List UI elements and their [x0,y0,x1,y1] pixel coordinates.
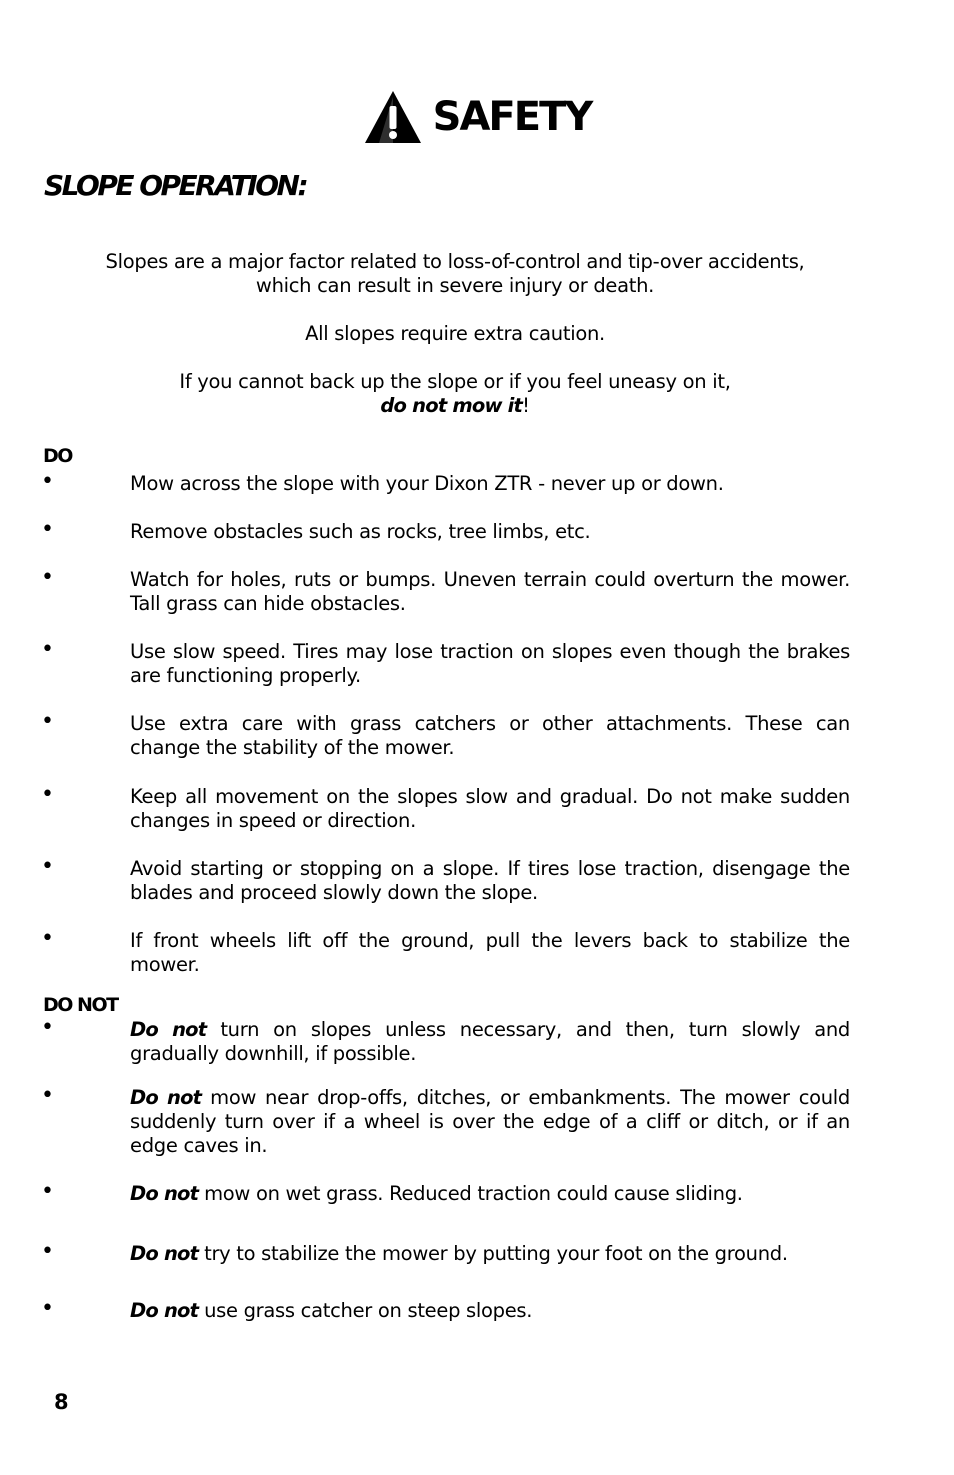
bullet: • [41,782,54,807]
do-not-mow-line [60,394,850,418]
bullet: • [41,1239,54,1264]
do-item-7: Avoid starting or stopping on a slope. If tires lose traction, disengage the blades and proceed slowly down the slope. [130,857,850,904]
do-not-mow-emphasis: do not mow it [380,394,523,417]
do-not-lead: Do not [130,1182,199,1205]
do-item-2: Remove obstacles such as rocks, tree limbs, etc. [130,520,591,543]
do-item-4: Use slow speed. Tires may lose traction on slopes even though the brakes are functioning properly. [130,640,850,687]
uneasy-line: If you cannot back up the slope or if you feel uneasy on it, [179,370,731,393]
do-not-item-3 [130,1182,850,1206]
bullet: • [41,565,54,590]
do-not-item-text: use grass catcher on steep slopes. [204,1299,533,1322]
warning-triangle-icon [363,89,423,145]
do-not-item-2 [130,1086,850,1158]
do-not-item-text: try to stabilize the mower by putting your foot on the ground. [204,1242,788,1265]
do-not-item-5 [130,1299,850,1323]
exclamation: ! [522,394,530,417]
page-title: SAFETY [432,94,592,140]
section-title: SLOPE OPERATION: [44,169,307,202]
do-not-item-text: turn on slopes unless necessary, and then, turn slowly and gradually downhill, if possible. [130,1018,850,1065]
bullet: • [41,1179,54,1204]
do-item-3: Watch for holes, ruts or bumps. Uneven terrain could overturn the mower. Tall grass can hide obstacles. [130,568,850,615]
do-not-lead: Do not [130,1299,199,1322]
do-not-lead: Do not [130,1086,202,1109]
bullet: • [41,709,54,734]
bullet: • [41,854,54,879]
intro-line-1: Slopes are a major factor related to loss-of-control and tip-over accidents, [105,250,805,273]
bullet: • [41,1296,54,1321]
do-not-lead: Do not [130,1018,207,1041]
do-item-5: Use extra care with grass catchers or other attachments. These can change the stability of the mower. [130,712,850,759]
page-number: 8 [54,1390,69,1414]
intro-line-2: which can result in severe injury or death. [255,274,655,297]
bullet: • [41,926,54,951]
bullet: • [41,469,54,494]
safety-header [0,88,954,146]
do-heading: DO [43,445,72,467]
bullet: • [41,517,54,542]
do-item-1: Mow across the slope with your Dixon ZTR - never up or down. [130,472,724,495]
do-not-lead: Do not [130,1242,199,1265]
do-not-item-1 [130,1018,850,1066]
caution-line: All slopes require extra caution. [305,322,605,345]
do-not-heading: DO NOT [43,994,118,1016]
bullet: • [41,637,54,662]
do-not-item-4 [130,1242,850,1266]
do-not-item-text: mow on wet grass. Reduced traction could cause sliding. [204,1182,743,1205]
do-item-8: If front wheels lift off the ground, pull the levers back to stabilize the mower. [130,929,850,976]
do-not-item-text: mow near drop-offs, ditches, or embankments. The mower could suddenly turn over if a wheel is over the edge of a cliff or ditch, or if an edge caves in. [130,1086,850,1157]
bullet: • [41,1015,54,1040]
do-item-6: Keep all movement on the slopes slow and gradual. Do not make sudden changes in speed or direction. [130,785,850,832]
bullet: • [41,1083,54,1108]
